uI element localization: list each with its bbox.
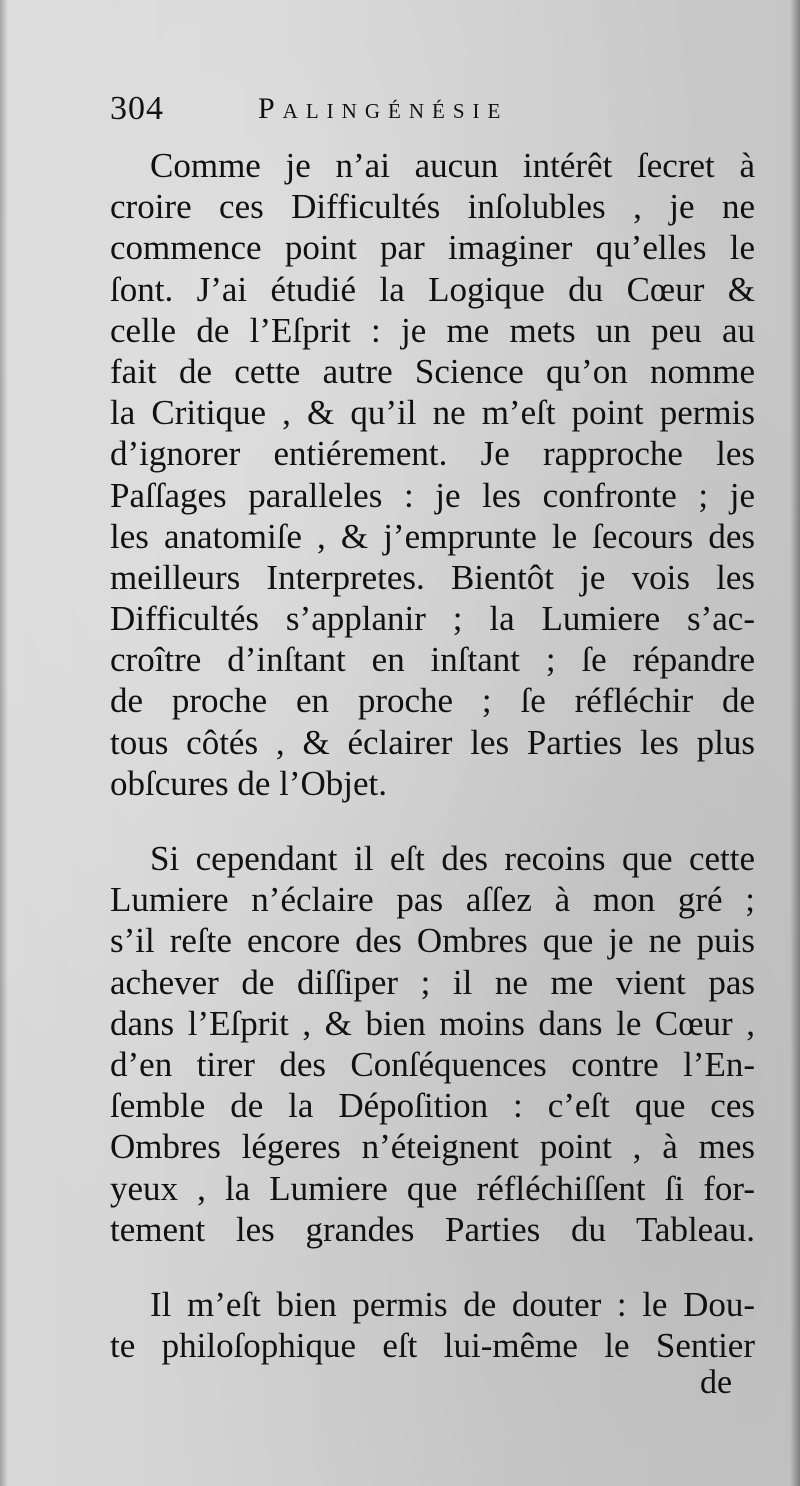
text-line: les anatomiſe , & j’emprunte le ſecours des bbox=[110, 516, 755, 556]
text-line: Lumiere n’éclaire pas aſſez à mon gré ; bbox=[110, 880, 755, 920]
text-line: de proche en proche ; ſe réfléchir de bbox=[110, 681, 755, 721]
text-line: meilleurs Interpretes. Bientôt je vois les bbox=[110, 557, 755, 597]
text-line: tous côtés , & éclairer les Parties les plus bbox=[110, 722, 755, 762]
text-line: Si cependant il eſt des recoins que cette bbox=[150, 839, 755, 878]
text-line: commence point par imaginer qu’elles le bbox=[110, 228, 755, 268]
text-line: ſemble de la Dépoſition : c’eſt que ces bbox=[110, 1086, 755, 1126]
paragraph-3 bbox=[110, 1284, 755, 1366]
text-line: Comme je n’ai aucun intérêt ſecret à bbox=[150, 146, 755, 185]
text-line: yeux , la Lumiere que réfléchiſſent ſi for- bbox=[110, 1168, 755, 1208]
text-line: croire ces Difficultés inſolubles , je ne bbox=[110, 187, 755, 227]
text-line: croître d’inſtant en inſtant ; ſe répandre bbox=[110, 640, 755, 680]
paragraph-2 bbox=[110, 838, 755, 1250]
page-number: 304 bbox=[110, 90, 164, 127]
text-line: celle de l’Eſprit : je me mets un peu au bbox=[110, 310, 755, 350]
catchword: de bbox=[700, 1364, 733, 1401]
text-line: achever de diſſiper ; il ne me vient pas bbox=[110, 962, 755, 1002]
text-line: d’en tirer des Conſéquences contre l’En- bbox=[110, 1044, 755, 1084]
text-line: tement les grandes Parties du Tableau. bbox=[110, 1209, 755, 1249]
text-line: ſont. J’ai étudié la Logique du Cœur & bbox=[110, 269, 755, 309]
text-line: obſcures de l’Objet. bbox=[110, 763, 387, 803]
text-line: te philoſophique eſt lui-même le Sentier bbox=[110, 1326, 755, 1366]
text-line: Il m’eſt bien permis de douter : le Dou- bbox=[150, 1285, 755, 1324]
page-header bbox=[110, 90, 750, 134]
page-shadow-right bbox=[790, 0, 800, 1486]
text-line: Ombres légeres n’éteignent point , à mes bbox=[110, 1127, 755, 1167]
text-line: Paſſages paralleles : je les confronte ; je bbox=[110, 475, 755, 515]
running-title: Palingénésie bbox=[258, 92, 509, 125]
text-line: d’ignorer entiérement. Je rapproche les bbox=[110, 434, 755, 474]
text-line: la Critique , & qu’il ne m’eſt point permis bbox=[110, 393, 755, 433]
text-line: s’il reſte encore des Ombres que je ne puis bbox=[110, 921, 755, 961]
text-line: fait de cette autre Science qu’on nomme bbox=[110, 351, 755, 391]
page-shadow-left bbox=[0, 0, 8, 1486]
text-line: Difficultés s’applanir ; la Lumiere s’ac- bbox=[110, 599, 755, 639]
text-line: dans l’Eſprit , & bien moins dans le Cœur , bbox=[110, 1003, 755, 1043]
paragraph-1 bbox=[110, 145, 755, 804]
